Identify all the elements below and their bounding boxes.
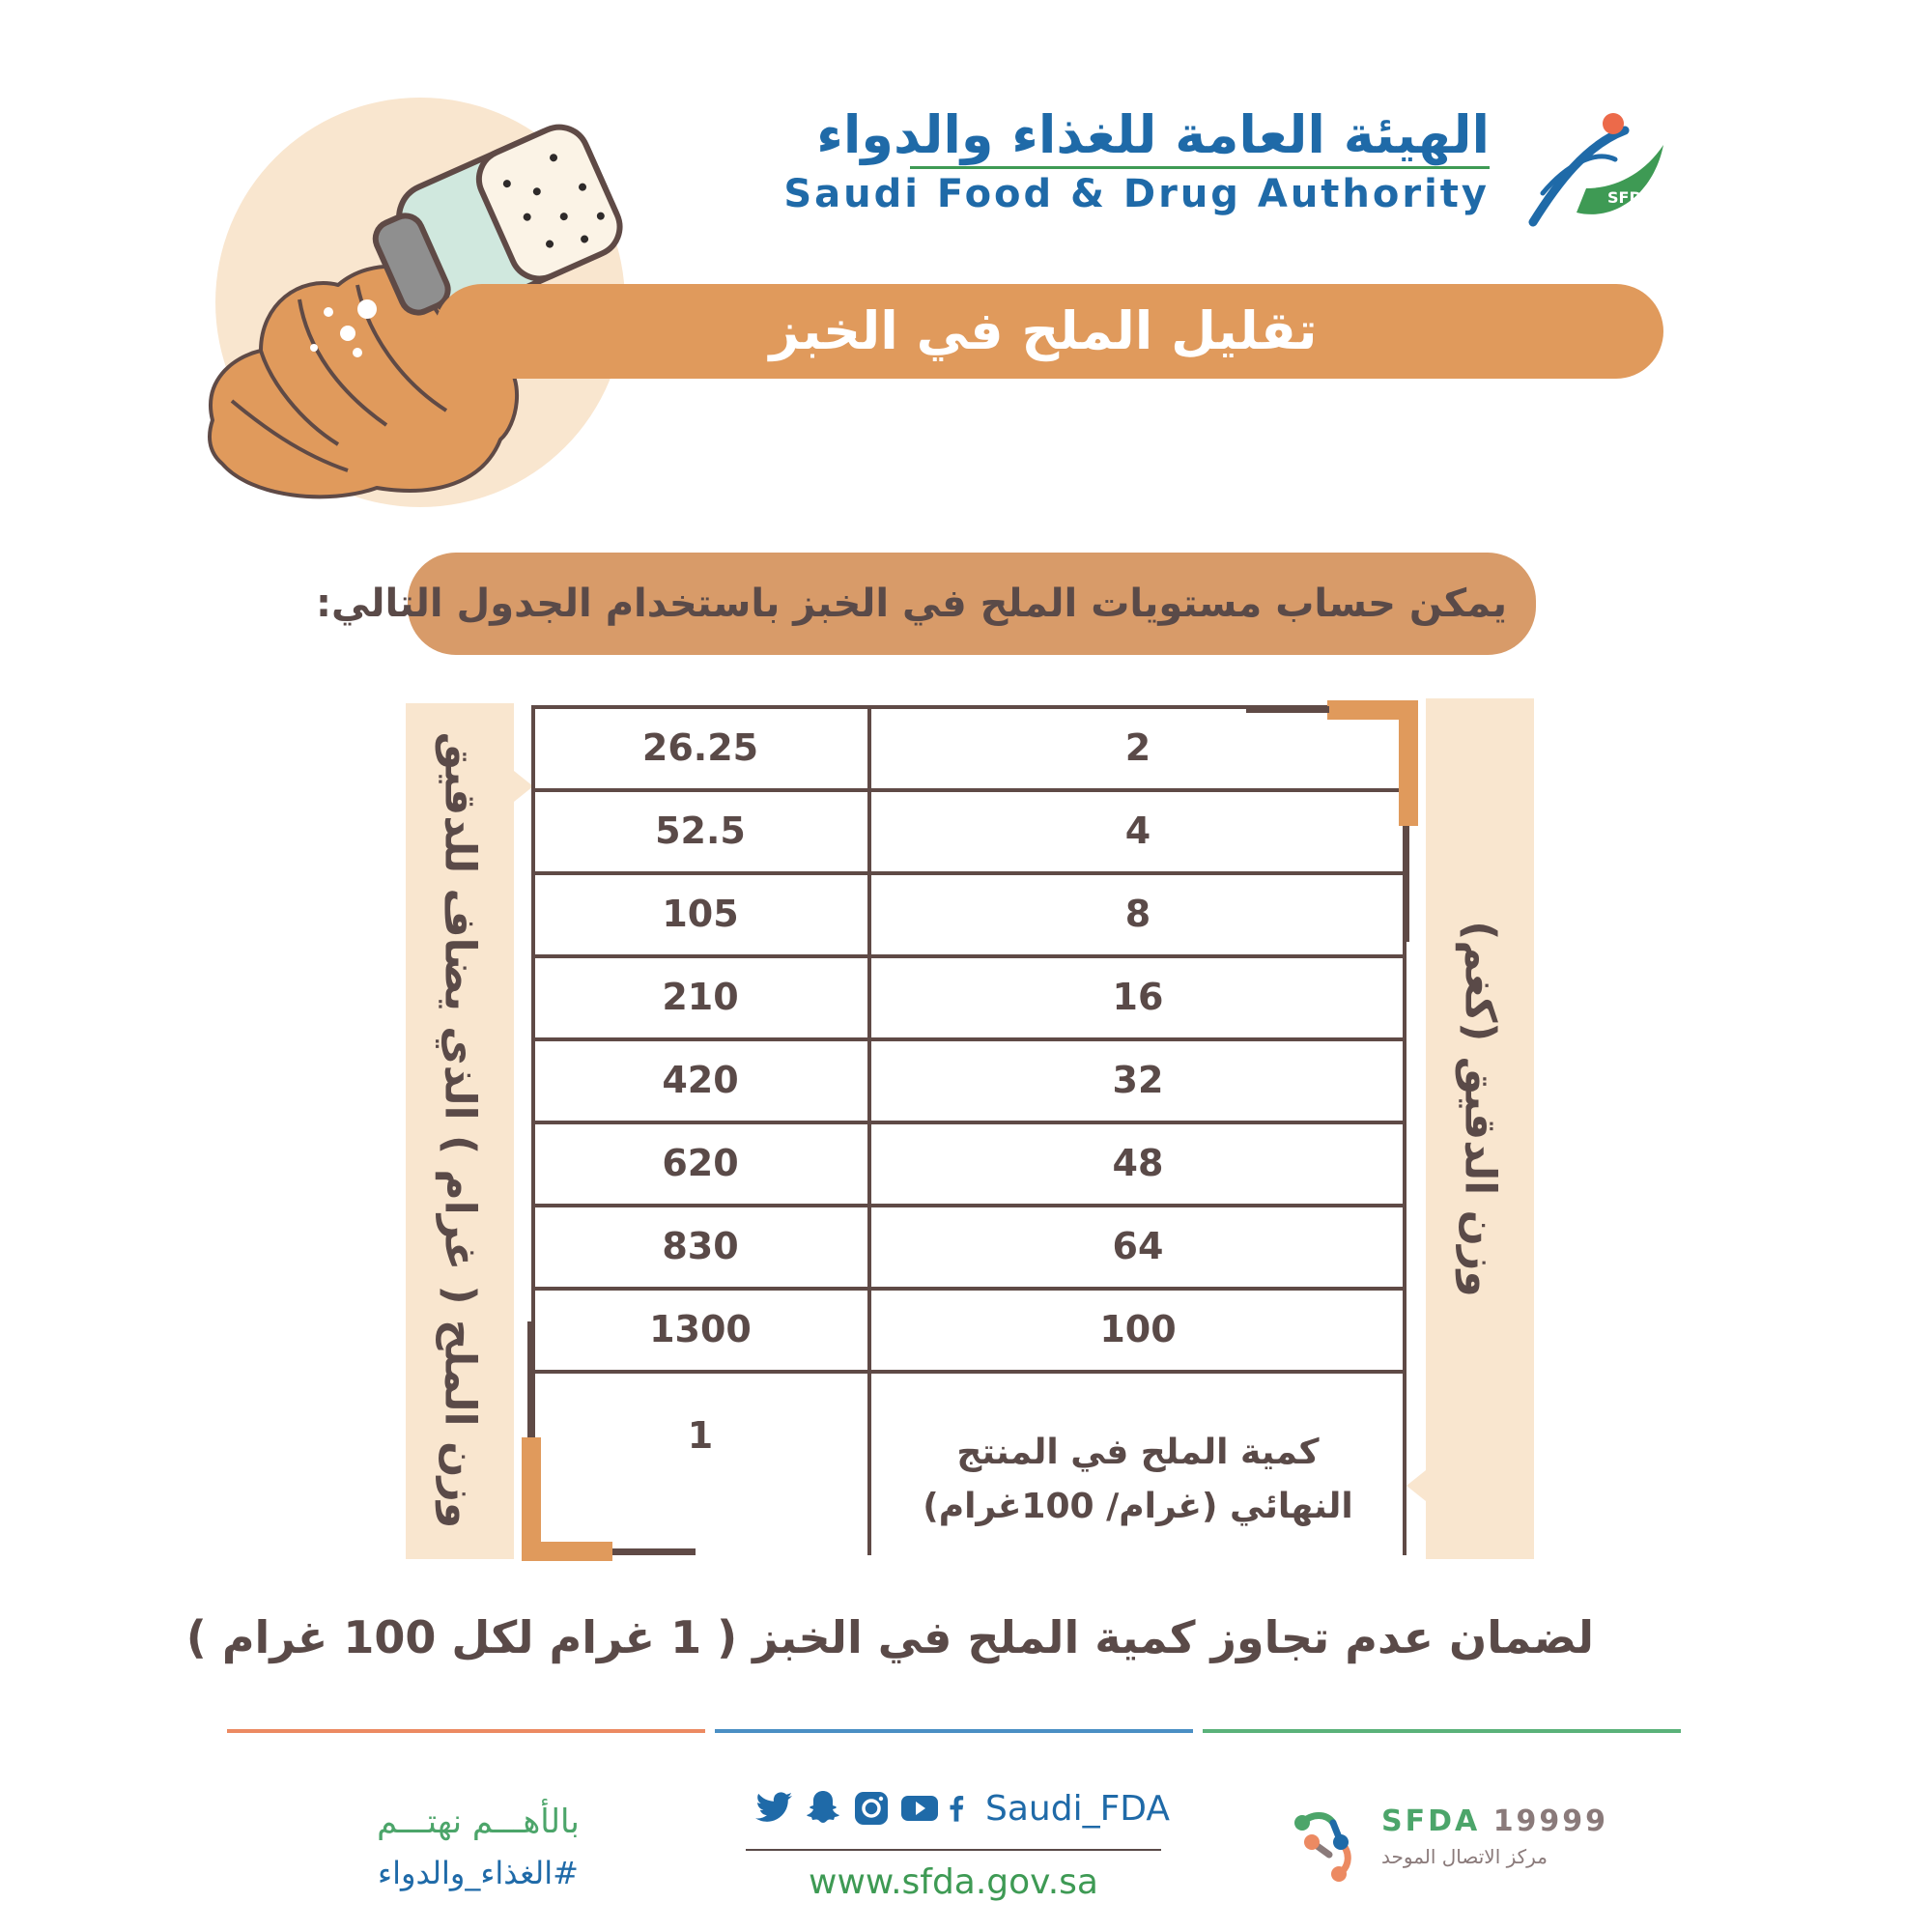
footer-hashtag[interactable]: #الغذاء_والدواء — [378, 1855, 579, 1891]
twitter-icon[interactable] — [753, 1787, 796, 1830]
subtitle: يمكن حساب مستويات الملح في الخبز باستخدام الجدول التالي: — [316, 582, 1507, 626]
final-salt-label-line2: النهائي (غرام/ 100غرام) — [923, 1487, 1353, 1526]
left-band-pointer — [514, 771, 533, 802]
salt-value-cell: 1300 — [649, 1308, 752, 1350]
salt-flour-table — [531, 705, 1406, 1555]
right-band-pointer — [1406, 1470, 1426, 1501]
instagram-icon[interactable] — [850, 1787, 893, 1830]
table-row-divider — [531, 1204, 1406, 1207]
salt-value-cell: 52.5 — [655, 809, 746, 852]
footer-line-green — [1203, 1729, 1681, 1733]
call-center-prefix: SFDA — [1381, 1804, 1481, 1838]
salt-value-cell: 210 — [662, 976, 739, 1018]
footer-slogan: بالأهـــم نهتـــم — [377, 1803, 580, 1841]
page-title: تقليل الملح في الخبز — [769, 300, 1318, 361]
salt-limit-note: لضمان عدم تجاوز كمية الملح في الخبز ( 1 غرام لكل 100 غرام ) — [185, 1611, 1594, 1663]
table-row-divider — [531, 954, 1406, 958]
table-row-divider — [531, 1370, 1406, 1374]
website-link[interactable]: www.sfda.gov.sa — [809, 1862, 1098, 1902]
table-row-divider — [531, 1287, 1406, 1291]
flour-value-cell: 48 — [1112, 1142, 1164, 1184]
flour-value-cell: 100 — [1099, 1308, 1177, 1350]
salt-value-cell: 26.25 — [641, 726, 759, 769]
table-row-divider — [531, 1121, 1406, 1124]
snapchat-icon[interactable] — [802, 1787, 844, 1830]
social-handle[interactable]: Saudi_FDA — [985, 1789, 1171, 1829]
logo-divider — [910, 166, 1490, 169]
call-center-label: مركز الاتصال الموحد — [1381, 1845, 1548, 1868]
call-center-number[interactable] — [1381, 1804, 1608, 1838]
flour-value-cell: 64 — [1112, 1225, 1164, 1267]
salt-value-cell: 830 — [662, 1225, 739, 1267]
footer-line-blue — [715, 1729, 1193, 1733]
table-row-divider — [531, 788, 1406, 792]
final-salt-label-line1: كمية الملح في المنتج — [956, 1433, 1320, 1472]
table-row-divider — [531, 871, 1406, 875]
footer-line-orange — [227, 1729, 705, 1733]
table-row-divider — [531, 1037, 1406, 1041]
corner-bracket-line — [1403, 826, 1409, 942]
corner-bracket-line — [1246, 706, 1329, 713]
flour-value-cell: 4 — [1124, 809, 1151, 852]
youtube-icon[interactable] — [898, 1787, 941, 1830]
flour-value-cell: 16 — [1112, 976, 1164, 1018]
corner-bracket-line — [527, 1321, 534, 1437]
salt-value-cell: 105 — [662, 893, 739, 935]
salt-weight-column-label: وزن الملح ( غرام ) الذي يضاف للدقيق — [435, 731, 485, 1529]
call-center-digits: 19999 — [1492, 1804, 1609, 1838]
svg-text:SFDA: SFDA — [1607, 188, 1655, 207]
flour-value-cell: 8 — [1124, 893, 1151, 935]
corner-bracket-bottom-left — [522, 1542, 612, 1561]
call-center-icon — [1283, 1799, 1370, 1886]
flour-value-cell: 2 — [1124, 726, 1151, 769]
sfda-logo-icon — [1519, 106, 1673, 232]
footer-center-divider — [746, 1849, 1161, 1851]
final-salt-value-cell: 1 — [687, 1414, 714, 1457]
flour-value-cell: 32 — [1112, 1059, 1164, 1101]
corner-bracket-line — [612, 1548, 696, 1555]
corner-bracket-top-right — [1399, 700, 1418, 826]
facebook-icon[interactable] — [943, 1787, 972, 1830]
salt-value-cell: 620 — [662, 1142, 739, 1184]
org-name-arabic: الهيئة العامة للغذاء والدواء — [816, 104, 1490, 165]
salt-value-cell: 420 — [662, 1059, 739, 1101]
org-name-english: Saudi Food & Drug Authority — [783, 172, 1490, 216]
flour-weight-column-label: وزن الدقيق (كغم) — [1455, 921, 1505, 1297]
